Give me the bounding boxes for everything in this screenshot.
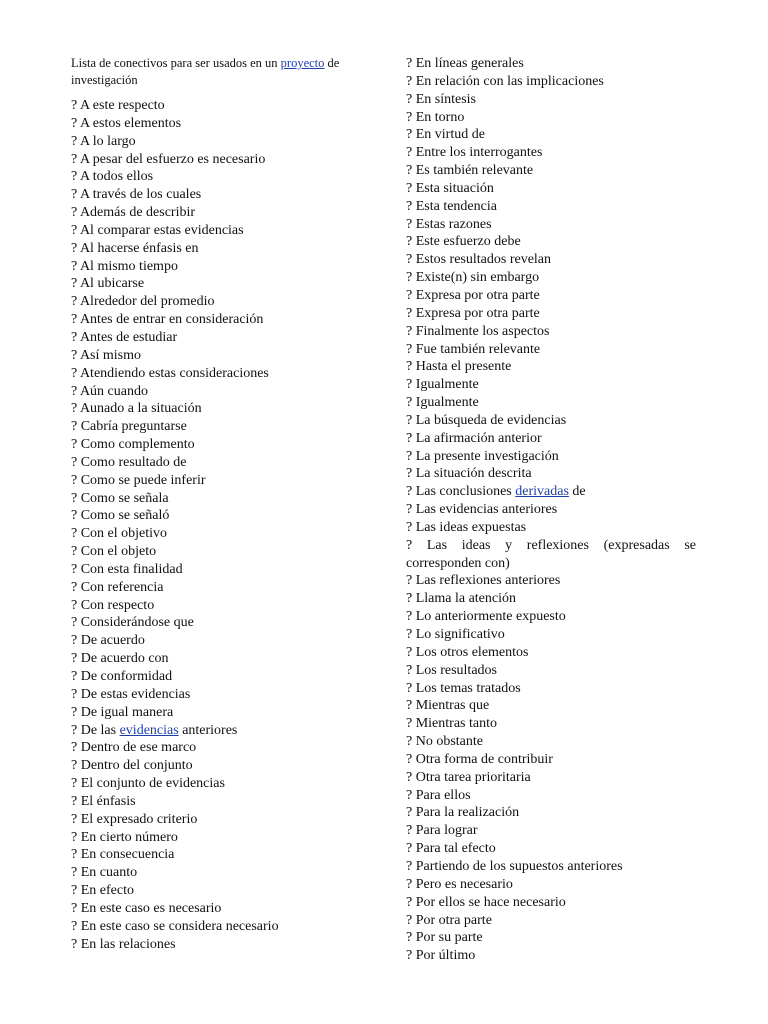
list-item: ? Mientras que [406,698,490,714]
list-item: ? En cuanto [71,865,138,881]
evidencias-link[interactable]: evidencias [119,722,179,738]
connector-list-left [71,97,371,954]
list-item-text: anteriores [178,722,238,738]
list-item: ? Expresa por otra parte [406,287,540,303]
list-item: ? Antes de estudiar [71,329,178,345]
list-item: ? De estas evidencias [71,686,191,702]
list-item: ? Con referencia [71,579,164,595]
list-item-text: ? De las [71,722,120,738]
list-item: ? De acuerdo con [71,651,169,667]
list-item: ? Al mismo tiempo [71,258,178,274]
list-item: ? Para ellos [406,787,471,803]
list-item: ? Con el objetivo [71,526,168,542]
list-item: ? Otra tarea prioritaria [406,769,531,785]
list-item: ? En síntesis [406,91,476,107]
list-item: ? Entre los interrogantes [406,145,543,161]
list-item: ? La situación descrita [406,466,532,482]
list-item: ? Finalmente los aspectos [406,323,550,339]
list-item: ? En efecto [71,883,134,899]
list-item: ? Llama la atención [406,591,516,607]
list-item: ? Igualmente [406,377,479,393]
list-item: ? En torno [406,109,465,125]
list-item: ? Como complemento [71,437,195,453]
list-item: ? A todos ellos [71,169,154,185]
list-item: ? La afirmación anterior [406,430,542,446]
proyecto-link[interactable]: proyecto [280,56,325,70]
list-item: ? La búsqueda de evidencias [406,412,567,428]
list-item: ? Como se señala [71,490,169,506]
list-item: ? A través de los cuales [71,187,202,203]
connector-list-right [406,55,696,965]
list-item: ? De conformidad [71,669,173,684]
list-item: ? Por otra parte [406,912,492,928]
list-item: ? Con esta finalidad [71,561,183,577]
list-item: ? En virtud de [406,127,485,143]
list-item: ? Lo significativo [406,627,505,642]
list-item: ? A estos elementos [71,115,182,131]
list-item: ? Para lograr [406,823,478,839]
list-item: ? De acuerdo [71,633,145,649]
list-item: ? Esta situación [406,180,494,196]
list-item: ? Los otros elementos [406,644,529,660]
list-item: ? Alrededor del promedio [71,294,215,310]
list-item: ? Las reflexiones anteriores [406,573,561,589]
list-item: ? Las evidencias anteriores [406,502,558,518]
list-item: ? Este esfuerzo debe [406,234,521,250]
list-item: ? Como se puede inferir [71,472,206,488]
list-item: ? Es también relevante [406,163,534,179]
list-item: ? Expresa por otra parte [406,305,540,321]
list-item: ? Cabría preguntarse [71,419,187,435]
list-item: ? Para la realización [406,805,520,821]
list-item: ? Igualmente [406,395,479,411]
list-item: ? Hasta el presente [406,359,512,375]
list-item [406,483,696,501]
list-item: ? Por su parte [406,930,483,946]
list-item: ? No obstante [406,734,483,750]
list-item: ? A este respecto [71,98,165,113]
list-item: ? Dentro de ese marco [71,740,197,756]
list-item: ? Antes de entrar en consideración [71,312,264,328]
list-item [71,722,371,740]
list-item: ? Lo anteriormente expuesto [406,609,566,625]
list-item: ? En relación con las implicaciones [406,73,604,89]
right-column [406,55,696,965]
title-text-end: de investigación [71,56,340,87]
list-item: ? La presente investigación [406,448,559,464]
list-item: ? Los resultados [406,662,497,678]
list-item: ? Mientras tanto [406,716,497,732]
list-item: ? Partiendo de los supuestos anteriores [406,858,623,874]
list-item: ? En líneas generales [406,56,524,71]
list-item: ? El expresado criterio [71,811,198,827]
list-item: ? Los temas tratados [406,680,521,696]
title-text: Lista de conectivos para ser usados en un [71,56,281,70]
list-item: ? Pero es necesario [406,876,513,892]
list-item: ? Al ubicarse [71,276,145,292]
list-item: ? Considerándose que [71,615,194,631]
list-item: ? En este caso se considera necesario [71,918,279,934]
list-item-line: ? Las ideas y reflexiones (expresadas se [406,537,696,553]
list-item: ? Esta tendencia [406,198,497,214]
list-item: ? Existe(n) sin embargo [406,270,540,286]
list-item: ? Atendiendo estas consideraciones [71,365,269,381]
list-item: ? Al hacerse énfasis en [71,240,199,256]
list-item: ? El conjunto de evidencias [71,776,225,792]
list-item: ? Dentro del conjunto [71,758,193,774]
list-item: ? Como resultado de [71,454,187,470]
list-item-text: ? Las conclusiones [406,484,516,500]
list-item: ? Para tal efecto [406,841,496,857]
list-item: ? Aún cuando [71,383,148,399]
list-item: ? En este caso es necesario [71,900,222,916]
list-item: ? Con respecto [71,597,155,613]
derivadas-link[interactable]: derivadas [515,484,569,500]
list-item: ? Aunado a la situación [71,401,202,417]
list-item: ? En cierto número [71,829,178,845]
list-item: ? A lo largo [71,133,136,149]
list-item: ? Así mismo [71,347,142,363]
list-item: ? A pesar del esfuerzo es necesario [71,151,266,167]
list-item: ? Estas razones [406,216,492,232]
document-title [71,55,367,89]
list-item [406,537,696,573]
list-item: ? Además de describir [71,205,196,221]
list-item: ? Fue también relevante [406,341,541,357]
list-item: ? En consecuencia [71,847,175,863]
list-item: ? Al comparar estas evidencias [71,222,244,238]
list-item: ? Las ideas expuestas [406,519,527,535]
list-item: ? En las relaciones [71,936,176,952]
list-item: ? De igual manera [71,704,174,720]
list-item: ? Otra forma de contribuir [406,751,553,767]
list-item: ? Estos resultados revelan [406,252,552,268]
list-item: ? Como se señaló [71,508,170,524]
left-column [71,55,371,954]
list-item: ? El énfasis [71,793,136,809]
list-item-text: de [568,484,586,500]
list-item: ? Con el objeto [71,544,157,560]
list-item: ? Por ellos se hace necesario [406,894,566,910]
list-item: ? Por último [406,948,476,964]
list-item-line: corresponden con) [406,555,510,571]
